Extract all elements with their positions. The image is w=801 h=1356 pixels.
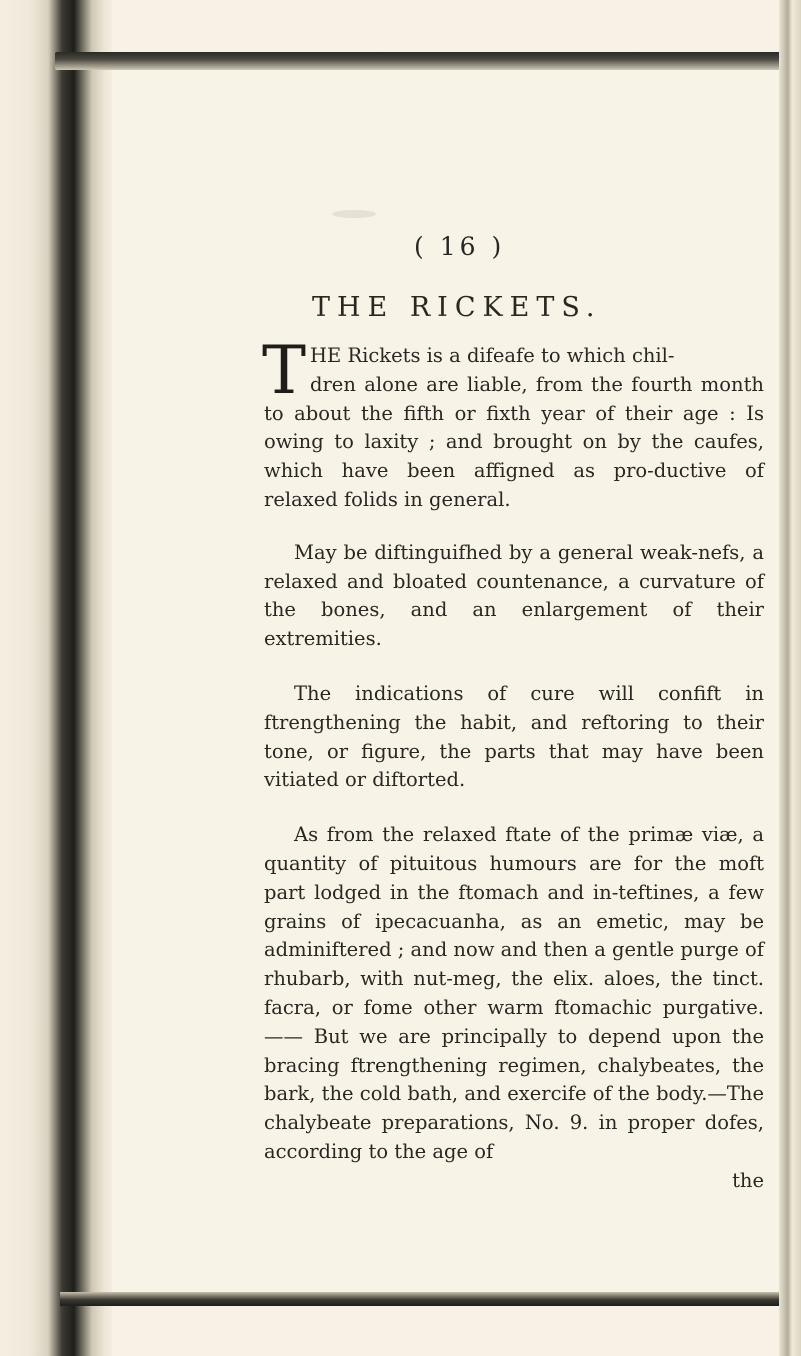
- paragraph-3: The indications of cure will confift in ftrengthening the habit, and reftoring to their tone, or figure, the parts that may have been vitiated or diftorted.: [264, 681, 764, 792]
- drop-capital: T: [262, 332, 307, 409]
- body-text: [262, 332, 764, 1196]
- paragraph-4: As from the relaxed ftate of the primæ viæ, a quantity of pituitous humours are for the moft part lodged in the ftomach and in-teftines, a few grains of ipecacuanha, as an emetic, may be adminiftered ; and now and then a gentle purge of rhubarb, with nut-meg, the elix. aloes, the tinct. facra, or fome other warm ftomachic purgative. —— But we are principally to depend upon the bracing ftrengthening regimen, chalybeates, the bark, the cold bath, and exercife of the body.—The chalybeate preparations, No. 9. in proper dofes, according to the age of: [264, 823, 764, 1163]
- page-right-edge: [779, 0, 801, 1356]
- paragraph-1: [262, 332, 764, 515]
- ink-smudge: [332, 210, 376, 218]
- book-binding-edge: [0, 0, 112, 1356]
- paragraph-1-first-line: HE Rickets is a difeafe to which chil-: [310, 344, 675, 367]
- binding-bottom-edge: [60, 1292, 801, 1306]
- catchword: the: [732, 1168, 764, 1192]
- paragraph-1-continued: dren alone are liable, from the fourth month to about the fifth or fixth year of their age : Is owing to laxity ; and brought on by the caufes, which have been affigned as pro-ductive of relaxed folids in general.: [264, 372, 764, 511]
- page-number: ( 16 ): [414, 232, 506, 261]
- paragraph-2: May be diftinguifhed by a general weak-nefs, a relaxed and bloated countenance, a curvature of the bones, and an enlargement of their extremities.: [264, 540, 764, 651]
- binding-top-edge: [55, 52, 801, 70]
- chapter-title: THE RICKETS.: [312, 292, 602, 323]
- book-page: [112, 70, 779, 1292]
